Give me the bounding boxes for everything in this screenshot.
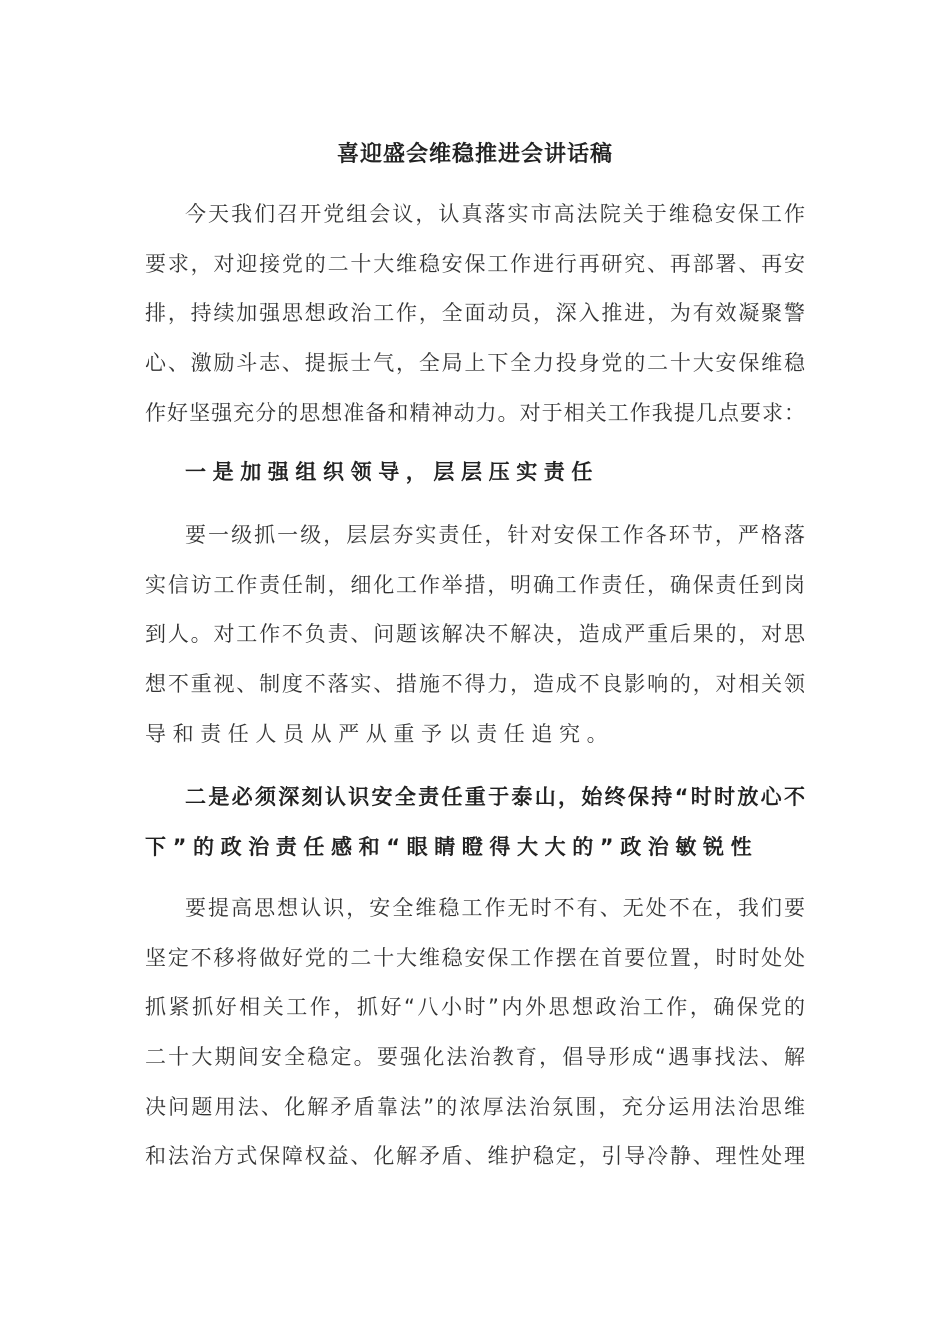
text-line: 实信访工作责任制，细化工作举措，明确工作责任，确保责任到岗	[145, 572, 805, 597]
section-heading	[145, 457, 805, 507]
paragraph	[145, 199, 805, 447]
text-line: 要求，对迎接党的二十大维稳安保工作进行再研究、再部署、再安	[145, 251, 805, 276]
text-line: 要提高思想认识，安全维稳工作无时不有、无处不在，我们要	[185, 896, 805, 920]
text-line: 心、激励斗志、提振士气，全局上下全力投身党的二十大安保维稳	[145, 351, 805, 376]
text-line: 坚定不移将做好党的二十大维稳安保工作摆在首要位置，时时处处	[145, 945, 805, 970]
text-line: 和法治方式保障权益、化解矛盾、维护稳定，引导冷静、理性处理	[145, 1144, 805, 1169]
text-line: 作好坚强充分的思想准备和精神动力。对于相关工作我提几点要求：	[145, 400, 805, 425]
text-line: 到人。对工作不负责、问题该解决不解决，造成严重后果的，对思	[145, 622, 805, 647]
text-line: 一是加强组织领导，层层压实责任	[185, 460, 599, 484]
text-line: 今天我们召开党组会议，认真落实市高法院关于维稳安保工作	[185, 202, 805, 226]
section-heading	[145, 782, 805, 881]
text-line: 要一级抓一级，层层夯实责任，针对安保工作各环节，严格落	[185, 523, 805, 547]
paragraph	[145, 520, 805, 768]
text-line: 想不重视、制度不落实、措施不得力，造成不良影响的，对相关领	[145, 672, 805, 697]
text-line: 排，持续加强思想政治工作，全面动员，深入推进，为有效凝聚警	[145, 301, 805, 326]
text-line: 下”的政治责任感和“眼睛瞪得大大的”政治敏锐性	[145, 834, 759, 859]
text-line: 二十大期间安全稳定。要强化法治教育，倡导形成“遇事找法、解	[145, 1045, 805, 1070]
document-title: 喜迎盛会维稳推进会讲话稿	[336, 142, 613, 167]
paragraph	[145, 893, 805, 1191]
text-line: 二是必须深刻认识安全责任重于泰山，始终保持“时时放心不	[185, 785, 805, 809]
text-line: 抓紧抓好相关工作，抓好“八小时”内外思想政治工作，确保党的	[145, 995, 805, 1020]
text-line: 导和责任人员从严从重予以责任追究。	[145, 721, 615, 746]
text-line: 决问题用法、化解矛盾靠法”的浓厚法治氛围，充分运用法治思维	[145, 1094, 805, 1119]
